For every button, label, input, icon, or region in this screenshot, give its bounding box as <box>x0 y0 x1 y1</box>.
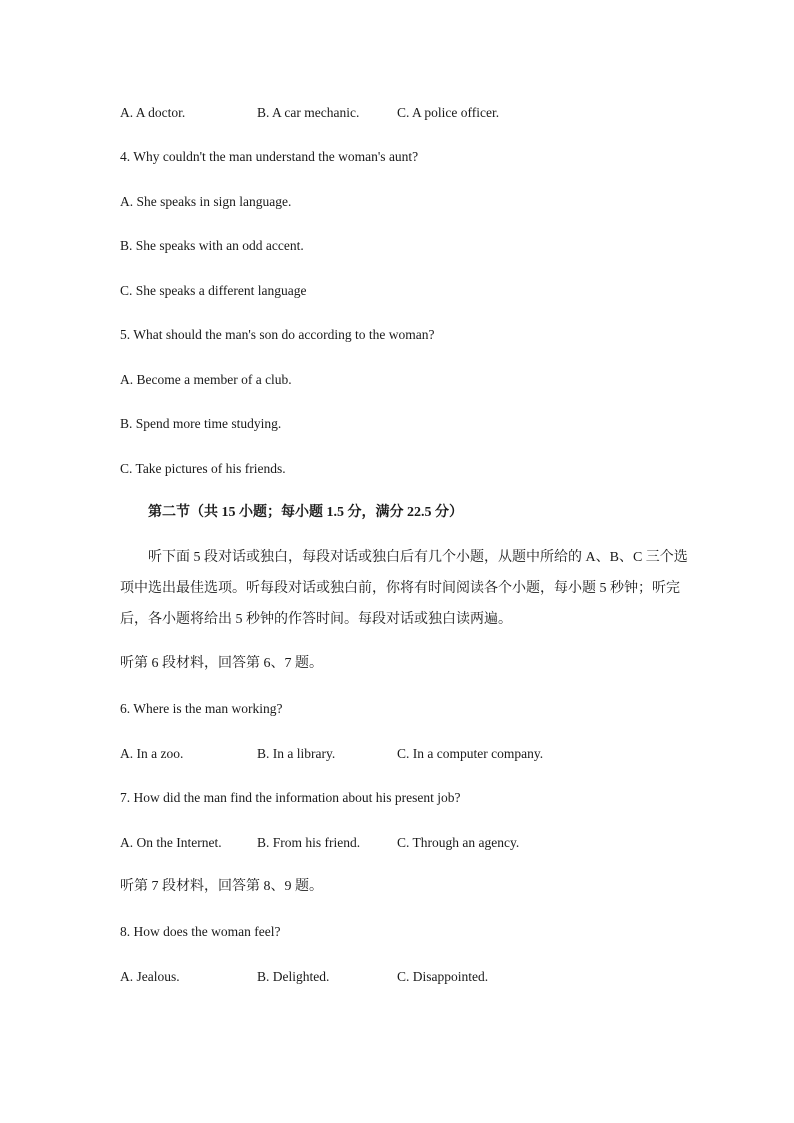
q8-option-c: C. Disappointed. <box>397 969 489 984</box>
q5-option-c: C. Take pictures of his friends. <box>120 461 286 476</box>
q4-question: 4. Why couldn't the man understand the woman's aunt? <box>120 149 419 164</box>
q4-option-b: B. She speaks with an odd accent. <box>120 238 304 253</box>
section2-instructions-line3: 后，各小题将给出 5 秒钟的作答时间。每段对话或独白读两遍。 <box>120 612 512 627</box>
q8-option-a: A. Jealous. <box>120 969 180 984</box>
material7-label: 听第 7 段材料，回答第 8、9 题。 <box>120 879 323 894</box>
q4-option-c: C. She speaks a different language <box>120 283 307 298</box>
q4-option-a: A. She speaks in sign language. <box>120 194 292 209</box>
q5-option-b: B. Spend more time studying. <box>120 416 282 431</box>
q7-option-b: B. From his friend. <box>257 835 361 850</box>
q6-option-a: A. In a zoo. <box>120 746 184 761</box>
q8-question: 8. How does the woman feel? <box>120 924 281 939</box>
q6-option-b: B. In a library. <box>257 746 336 761</box>
q5-question: 5. What should the man's son do according to the woman? <box>120 327 435 342</box>
q7-option-a: A. On the Internet. <box>120 835 222 850</box>
q5-option-a: A. Become a member of a club. <box>120 372 292 387</box>
q3-option-a: A. A doctor. <box>120 105 186 120</box>
q7-option-c: C. Through an agency. <box>397 835 520 850</box>
section2-instructions-line2: 项中选出最佳选项。听每段对话或独白前，你将有时间阅读各个小题，每小题 5 秒钟；听完 <box>120 581 680 596</box>
q7-question: 7. How did the man find the information about his present job? <box>120 790 461 805</box>
q8-option-b: B. Delighted. <box>257 969 330 984</box>
material6-label: 听第 6 段材料，回答第 6、7 题。 <box>120 656 323 671</box>
q6-question: 6. Where is the man working? <box>120 701 283 716</box>
section2-heading: 第二节（共 15 小题；每小题 1.5 分，满分 22.5 分） <box>148 505 463 520</box>
q3-option-c: C. A police officer. <box>397 105 500 120</box>
section2-instructions-line1: 听下面 5 段对话或独白，每段对话或独白后有几个小题，从题中所给的 A、B、C 三个选 <box>148 550 688 565</box>
q3-option-b: B. A car mechanic. <box>257 105 360 120</box>
q6-option-c: C. In a computer company. <box>397 746 544 761</box>
